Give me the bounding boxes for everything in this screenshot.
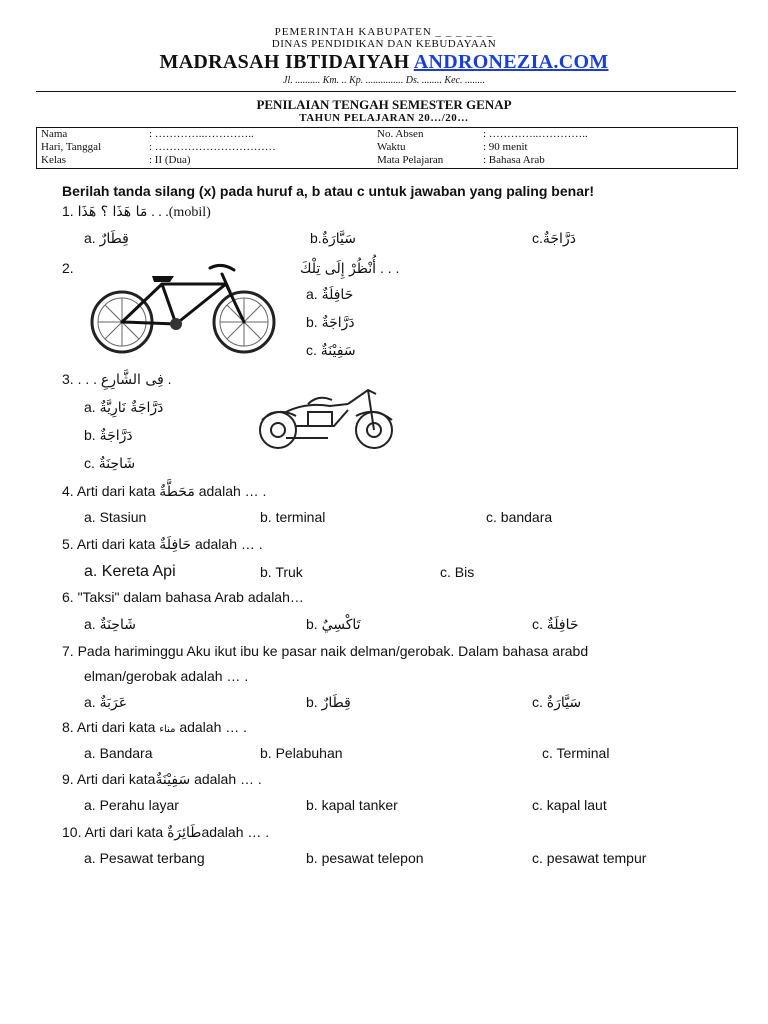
question-prefix: Arti dari kata	[76, 483, 156, 499]
q6-option-c[interactable]: c. حَافِلَةٌ	[532, 616, 579, 633]
question-2	[300, 260, 399, 277]
question-number: 8.	[62, 719, 74, 735]
department-line: DINAS PENDIDIKAN DAN KEBUDAYAAN	[271, 38, 497, 50]
date-field[interactable]: : ……………………………	[149, 141, 276, 153]
q5-option-c[interactable]: c. Bis	[440, 564, 475, 580]
q1-option-b[interactable]: b.سَيَّارَةٌ	[310, 230, 357, 247]
absen-label: No. Absen	[377, 128, 424, 140]
question-arabic: مَحَطَّةٌ	[159, 484, 195, 500]
question-prefix: Arti dari kata	[76, 536, 156, 552]
subject-value: : Bahasa Arab	[483, 154, 545, 166]
header-divider	[36, 91, 736, 92]
question-3	[62, 371, 172, 388]
name-label: Nama	[41, 128, 68, 140]
q1-option-a[interactable]: a. قِطَارٌ	[84, 230, 129, 247]
class-label: Kelas	[41, 154, 67, 166]
question-6	[62, 589, 304, 605]
q7-option-b[interactable]: b. قِطَارٌ	[306, 694, 351, 711]
q2-option-a[interactable]: a. حَافِلَةٌ	[306, 286, 354, 303]
question-9	[62, 771, 262, 788]
exam-year: TAHUN PELAJARAN 20…/20…	[299, 112, 469, 124]
q4-option-a[interactable]: a. Stasiun	[84, 509, 147, 525]
q2-option-b[interactable]: b. دَرَّاجَةٌ	[306, 314, 355, 331]
q8-option-c[interactable]: c. Terminal	[542, 745, 610, 761]
q9-option-a[interactable]: a. Perahu layar	[84, 797, 179, 813]
q10-option-b[interactable]: b. pesawat telepon	[306, 850, 424, 866]
absen-field[interactable]: : …………..…………..	[483, 128, 588, 140]
question-suffix: adalah … .	[201, 824, 270, 840]
question-number: 9.	[62, 771, 74, 787]
name-field[interactable]: : …………..…………..	[149, 128, 254, 140]
q3-option-a[interactable]: a. دَرَّاجَةٌ نَارِيَّةٌ	[84, 399, 164, 416]
question-blank: . . .	[379, 260, 400, 276]
question-prefix: Arti dari kata	[76, 771, 156, 787]
class-value: : II (Dua)	[149, 154, 191, 166]
q2-option-c[interactable]: c. سَفِيْنَةٌ	[306, 342, 356, 359]
school-website-link[interactable]: ANDRONEZIA.COM	[413, 51, 609, 73]
question-prefix: Arti dari kata	[84, 824, 164, 840]
question-prefix: Arti dari kata	[76, 719, 156, 735]
question-number: 10.	[62, 824, 82, 840]
question-7	[62, 643, 588, 659]
q10-option-c[interactable]: c. pesawat tempur	[532, 850, 647, 866]
question-7-continued: elman/gerobak adalah … .	[84, 668, 249, 684]
q7-option-a[interactable]: a. عَرَبَةٌ	[84, 694, 128, 711]
question-text: Pada hariminggu Aku ikut ibu ke pasar naik delman/gerobak. Dalam bahasa arabd	[77, 643, 589, 659]
q5-option-a[interactable]: a. Kereta Api	[84, 563, 176, 580]
q7-option-c[interactable]: c. سَيَّارَةٌ	[532, 694, 582, 711]
school-label: MADRASAH IBTIDAIYAH	[159, 51, 410, 73]
question-number: 6.	[62, 589, 74, 605]
question-arabic: مَا هَذَا ؟ هَذَا	[77, 204, 148, 220]
q1-option-c[interactable]: c.دَرَّاجَةٌ	[532, 230, 576, 247]
question-blank: . . .	[77, 371, 98, 387]
instruction: Berilah tanda silang (x) pada huruf a, b atau c untuk jawaban yang paling benar!	[62, 183, 595, 199]
question-10	[62, 824, 269, 841]
q9-option-c[interactable]: c. kapal laut	[532, 797, 607, 813]
question-text: . . .(mobil)	[151, 205, 211, 220]
q8-option-a[interactable]: a. Bandara	[84, 745, 153, 761]
question-1	[62, 203, 211, 221]
question-text: "Taksi" dalam bahasa Arab adalah…	[77, 589, 304, 605]
question-arabic: طَائِرَةٌ	[167, 825, 202, 841]
question-end: .	[167, 371, 172, 387]
question-arabic: مناء	[159, 724, 176, 735]
motorcycle-image	[256, 380, 398, 456]
q4-option-c[interactable]: c. bandara	[486, 509, 553, 525]
question-5	[62, 536, 263, 553]
question-4	[62, 483, 266, 500]
q10-option-a[interactable]: a. Pesawat terbang	[84, 850, 205, 866]
student-info-box	[36, 127, 738, 169]
date-label: Hari, Tanggal	[41, 141, 102, 153]
question-8	[62, 719, 247, 735]
question-arabic: أُنْظُرْ إِلَى تِلْكَ	[300, 261, 377, 277]
q6-option-b[interactable]: b. تَاكْسِيٌ	[306, 616, 361, 633]
bicycle-image	[84, 258, 284, 358]
question-number: 4.	[62, 483, 74, 499]
q4-option-b[interactable]: b. terminal	[260, 509, 326, 525]
q9-option-b[interactable]: b. kapal tanker	[306, 797, 398, 813]
subject-label: Mata Pelajaran	[377, 154, 444, 166]
q3-option-b[interactable]: b. دَرَّاجَةٌ	[84, 427, 133, 444]
government-line: PEMERINTAH KABUPATEN _ _ _ _ _ _	[274, 26, 494, 38]
q5-option-b[interactable]: b. Truk	[260, 564, 303, 580]
question-number: 5.	[62, 536, 74, 552]
question-arabic: سَفِيْنَةٌ	[155, 772, 191, 788]
question-arabic: حَافِلَةٌ	[159, 537, 192, 553]
school-name	[0, 51, 768, 74]
q8-option-b[interactable]: b. Pelabuhan	[260, 745, 343, 761]
question-number: 7.	[62, 643, 74, 659]
question-suffix: adalah … .	[198, 483, 267, 499]
time-value: : 90 menit	[483, 141, 528, 153]
q6-option-a[interactable]: a. شَاحِنَةٌ	[84, 616, 136, 633]
question-suffix: adalah … .	[194, 536, 263, 552]
question-2-number: 2.	[62, 260, 74, 276]
question-number: 1.	[62, 203, 74, 219]
q3-option-c[interactable]: c. شَاحِنَةٌ	[84, 455, 136, 472]
question-suffix: adalah … .	[194, 771, 262, 787]
question-arabic: فِى الشَّارِعِ	[100, 372, 164, 388]
exam-title: PENILAIAN TENGAH SEMESTER GENAP	[256, 97, 512, 112]
school-address: Jl. .......... Km. .. Kp. ............... Ds. ........ Kec. ........	[283, 75, 485, 86]
question-number: 3.	[62, 371, 74, 387]
time-label: Waktu	[377, 141, 406, 153]
question-suffix: adalah … .	[179, 719, 248, 735]
